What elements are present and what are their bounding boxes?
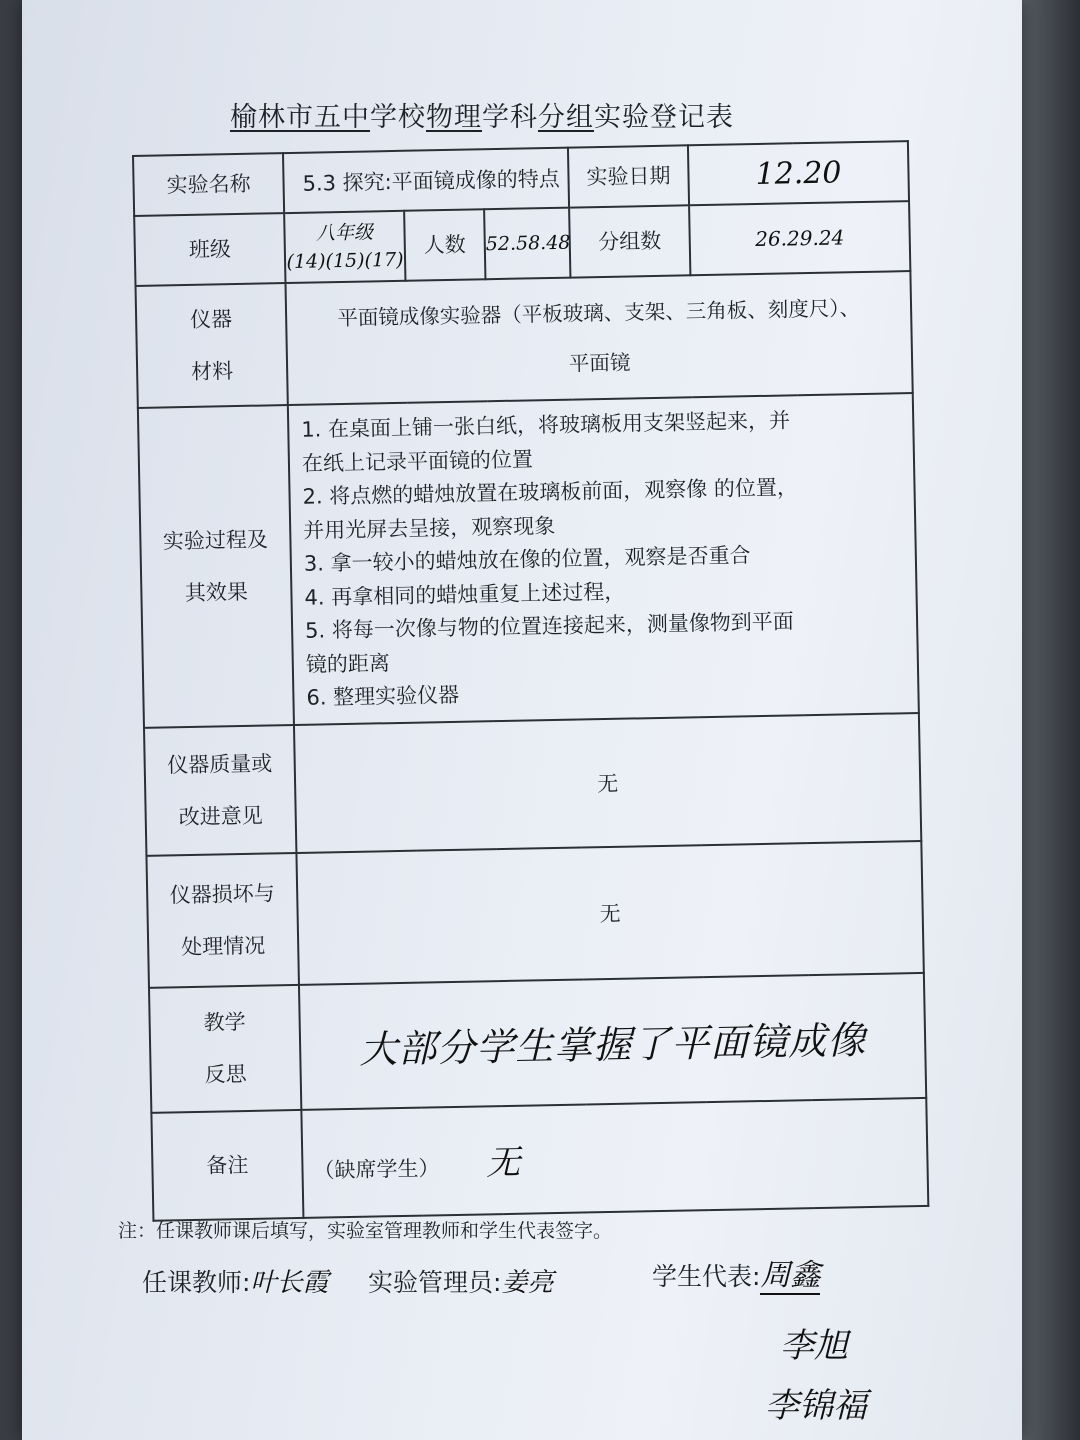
equipment-value [285,271,912,405]
admin-value: 姜亮 [501,1268,554,1298]
quality-value: 无 [294,712,921,852]
row-process [138,393,919,727]
student-name: 周鑫 [760,1258,821,1293]
class-value [284,211,405,283]
process-step: 并用光屏去呈接，观察现象 [303,513,556,543]
experiment-form-table [132,140,929,1221]
background-edge [1022,0,1080,1440]
process-step: 1. 在桌面上铺一张白纸，将玻璃板用支架竖起来，并 [301,408,791,442]
damage-label-line2: 处理情况 [180,933,266,959]
row-damage [146,840,923,987]
footer-note: 注：任课教师课后填写，实验室管理教师和学生代表签字。 [118,1220,613,1242]
equipment-value-line2: 平面镜 [568,350,631,376]
quality-label-line1: 仪器质量或 [166,750,273,777]
date-value: 12.20 [688,141,909,205]
name-value: 5.3 探究:平面镜成像的特点 [283,148,569,213]
process-step: 在纸上记录平面镜的位置 [301,446,534,476]
count-label: 人数 [404,209,485,281]
groups-label: 分组数 [569,205,690,277]
equipment-label-line1: 仪器 [189,307,233,332]
groups-value: 26.29.24 [689,201,910,275]
process-step: 4. 再拿相同的蜡烛重复上述过程， [304,579,626,610]
reflection-label-line2: 反思 [204,1061,247,1087]
equipment-value-line1: 平面镜成像实验器（平板玻璃、支架、三角板、刻度尺）、 [337,296,861,331]
process-label-line2: 其效果 [184,579,249,605]
process-step: 镜的距离 [305,650,391,677]
row-quality [144,712,921,855]
equipment-label [136,283,288,408]
reflection-label-line1: 教学 [203,1009,246,1035]
page-title [230,95,790,134]
process-step: 5. 将每一次像与物的位置连接起来，测量像物到平面 [304,609,795,643]
student-name: 李锦福 [765,1386,867,1426]
process-label [138,405,294,727]
damage-value: 无 [296,840,923,984]
remarks-label: 备注 [151,1109,303,1220]
remarks-absent-value: 无 [485,1142,521,1184]
student-signature [652,1250,820,1294]
name-label: 实验名称 [133,153,284,216]
remarks-prefix: （缺席学生） [313,1156,440,1183]
student-label: 学生代表: [652,1262,761,1291]
teacher-signature [142,1262,328,1299]
quality-label [144,724,296,855]
remarks-value [301,1097,928,1217]
teacher-value: 叶长霞 [250,1268,329,1298]
process-step: 2. 将点燃的蜡烛放置在玻璃板前面，观察像 的位置， [302,475,799,509]
process-step: 3. 拿一较小的蜡烛放在像的位置，观察是否重合 [303,543,751,576]
process-label-line1: 实验过程及 [162,527,269,554]
process-steps [288,393,919,724]
process-step: 6. 整理实验仪器 [306,682,460,710]
reflection-label [149,984,301,1112]
title-group: 分组 [538,102,594,133]
class-numbers: (14)(15)(17) [286,248,404,274]
admin-label: 实验管理员: [368,1268,502,1297]
damage-label [146,852,299,987]
class-grade: 八年级 [315,221,374,245]
title-school: 学校 [370,102,426,133]
title-subject: 学科 [482,102,538,133]
class-label: 班级 [134,213,285,286]
admin-signature [368,1262,553,1299]
student-name: 李旭 [780,1326,848,1366]
teacher-label: 任课教师: [142,1268,251,1297]
title-subject-name: 物理 [426,102,482,133]
equipment-label-line2: 材料 [190,359,234,384]
quality-label-line2: 改进意见 [178,803,263,829]
reflection-value: 大部分学生掌握了平面镜成像 [299,972,926,1109]
damage-label-line1: 仪器损坏与 [169,880,275,907]
title-school-name: 五中 [314,102,370,133]
row-equipment [136,271,913,408]
title-city: 榆林市 [230,102,314,133]
row-remarks [151,1097,928,1220]
row-reflection [149,972,926,1112]
date-label: 实验日期 [568,145,689,207]
title-form: 实验登记表 [594,102,734,133]
count-value: 52.58.48 [484,208,570,280]
